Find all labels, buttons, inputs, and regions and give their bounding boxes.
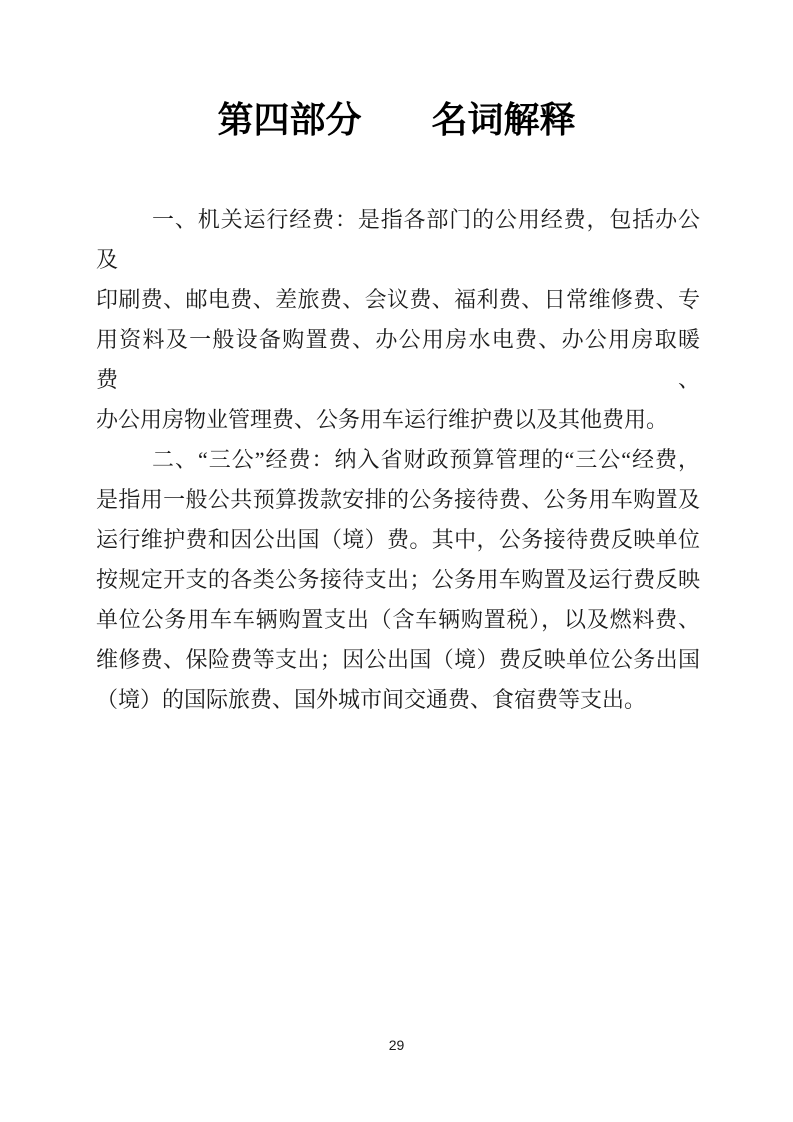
document-body bbox=[96, 200, 700, 720]
paragraph-organ-operating-expenses bbox=[96, 200, 700, 440]
page-footer bbox=[0, 1036, 793, 1054]
paragraph-three-public-expenses bbox=[96, 440, 700, 720]
text-line: 办公用房物业管理费、公务用车运行维护费以及其他费用。 bbox=[96, 407, 669, 432]
text-line: 是指用一般公共预算拨款安排的公务接待费、公务用车购置及 bbox=[96, 487, 700, 512]
page-title-section-name: 名词解释 bbox=[431, 100, 576, 140]
text-line: 用资料及一般设备购置费、办公用房水电费、办公用房取暖费、 bbox=[96, 327, 700, 392]
page-title bbox=[0, 95, 793, 145]
page-number: 29 bbox=[388, 1037, 405, 1053]
text-line: 单位公务用车车辆购置支出（含车辆购置税），以及燃料费、 bbox=[96, 607, 700, 632]
text-line: 维修费、保险费等支出；因公出国（境）费反映单位公务出国 bbox=[96, 647, 700, 672]
text-line: 二、“三公”经费：纳入省财政预算管理的“三公“经费， bbox=[152, 447, 700, 472]
text-line: 运行维护费和因公出国（境）费。其中，公务接待费反映单位 bbox=[96, 527, 700, 552]
page-title-part-label: 第四部分 bbox=[217, 100, 362, 140]
text-line: 一、机关运行经费：是指各部门的公用经费，包括办公及 bbox=[96, 207, 700, 272]
text-line: 按规定开支的各类公务接待支出；公务用车购置及运行费反映 bbox=[96, 567, 700, 592]
text-line: 印刷费、邮电费、差旅费、会议费、福利费、日常维修费、专 bbox=[96, 287, 700, 312]
text-line: （境）的国际旅费、国外城市间交通费、食宿费等支出。 bbox=[96, 687, 647, 712]
